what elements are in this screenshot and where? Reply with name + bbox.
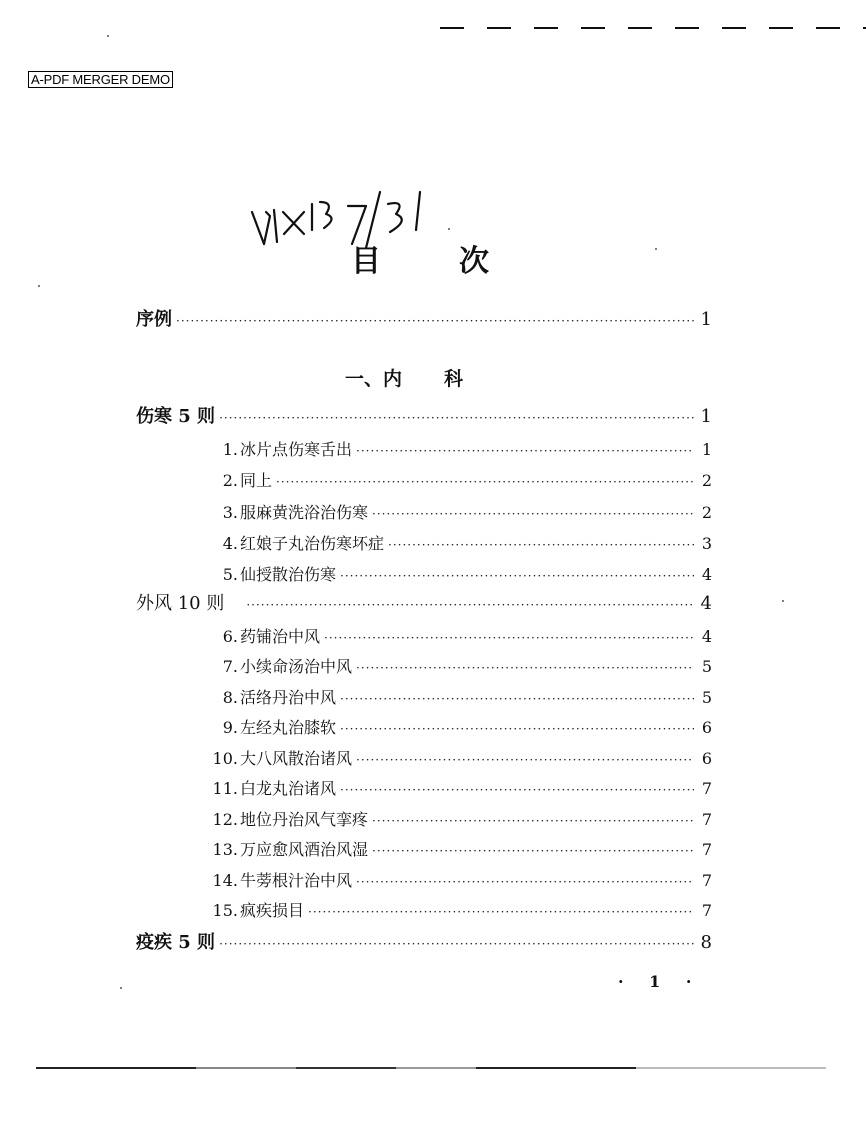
scan-speck — [782, 600, 784, 602]
dot-leader — [356, 872, 694, 892]
toc-item-row[interactable] — [188, 503, 712, 524]
dot-leader — [340, 689, 694, 709]
toc-page-number: 7 — [701, 810, 712, 829]
toc-item-number: 7. — [222, 657, 238, 676]
toc-item-row[interactable] — [188, 565, 712, 586]
toc-item-row[interactable] — [188, 627, 712, 648]
toc-item-row[interactable] — [188, 840, 712, 861]
toc-label: 序例 — [136, 309, 172, 330]
toc-item-row[interactable] — [188, 440, 712, 461]
toc-page-number: 4 — [700, 593, 712, 614]
dot-leader — [340, 566, 694, 586]
toc-item-row[interactable] — [188, 534, 712, 555]
toc-page-number: 8 — [700, 932, 712, 953]
dot-leader — [340, 780, 694, 800]
toc-item-row[interactable] — [188, 749, 712, 770]
toc-section-row[interactable] — [136, 933, 712, 954]
toc-item-row[interactable] — [188, 810, 712, 831]
toc-item-number: 14. — [212, 871, 238, 890]
toc-item-number: 8. — [222, 688, 238, 707]
dot-leader — [356, 441, 694, 461]
toc-item-title: 地位丹治风气挛疼 — [240, 810, 369, 829]
dot-leader — [308, 902, 694, 922]
toc-item-row[interactable] — [188, 871, 712, 892]
part-heading-left: 一、内 — [345, 368, 403, 390]
toc-page-number: 7 — [701, 840, 712, 859]
toc-item-title: 红娘子丸治伤寒坏症 — [240, 534, 385, 553]
title-char-1: 目 — [351, 244, 381, 279]
toc-page-number: 7 — [701, 871, 712, 890]
toc-item-title: 小续命汤治中风 — [240, 657, 353, 676]
toc-page-number: 7 — [701, 901, 712, 920]
toc-item-title: 左经丸治膝软 — [240, 718, 337, 737]
scan-speck — [38, 285, 40, 287]
toc-item-number: 11. — [212, 779, 238, 798]
toc-item-number: 6. — [222, 627, 238, 646]
dot-leader — [219, 408, 694, 428]
scan-speck — [107, 35, 109, 37]
toc-item-number: 12. — [212, 810, 238, 829]
toc-page-number: 4 — [701, 627, 712, 646]
toc-item-row[interactable] — [188, 688, 712, 709]
scan-speck — [655, 248, 657, 250]
toc-item-row[interactable] — [188, 779, 712, 800]
toc-page-number: 7 — [701, 779, 712, 798]
toc-section-label: 疫疾 5 则 — [136, 932, 216, 953]
toc-item-number: 10. — [212, 749, 238, 768]
part-heading — [345, 364, 463, 391]
toc-item-title: 同上 — [240, 471, 273, 490]
toc-item-number: 1. — [222, 440, 238, 459]
dot-leader — [372, 811, 694, 831]
toc-section-row[interactable] — [136, 594, 712, 615]
toc-page-number: 2 — [701, 503, 712, 522]
toc-section-label: 外风 10 则 — [136, 593, 225, 614]
toc-section-row[interactable] — [136, 407, 712, 428]
toc-section-label: 伤寒 5 则 — [136, 406, 216, 427]
toc-item-number: 13. — [212, 840, 238, 859]
dot-leader — [324, 628, 694, 648]
scan-bottom-edge — [36, 1067, 826, 1069]
toc-page-number: 5 — [701, 657, 712, 676]
toc-page-number: 2 — [701, 471, 712, 490]
toc-item-title: 疯疾损目 — [240, 901, 305, 920]
toc-item-title: 大八风散治诸风 — [240, 749, 353, 768]
toc-page-number: 4 — [701, 565, 712, 584]
toc-item-number: 9. — [222, 718, 238, 737]
toc-item-title: 牛蒡根汁治中风 — [240, 871, 353, 890]
toc-page-number: 6 — [701, 718, 712, 737]
scan-speck — [448, 228, 450, 230]
dot-leader — [246, 595, 694, 615]
toc-item-title: 活络丹治中风 — [240, 688, 337, 707]
dot-leader — [356, 750, 694, 770]
toc-page-number: 1 — [700, 406, 712, 427]
dot-leader — [219, 934, 694, 954]
toc-item-number: 2. — [222, 471, 238, 490]
toc-page-number: 6 — [701, 749, 712, 768]
toc-item-row[interactable] — [188, 471, 712, 492]
part-heading-right: 科 — [444, 368, 464, 390]
toc-item-title: 万应愈风酒治风湿 — [240, 840, 369, 859]
toc-item-number: 5. — [222, 565, 238, 584]
toc-item-row[interactable] — [188, 901, 712, 922]
toc-page-number: 5 — [701, 688, 712, 707]
dot-leader — [388, 535, 694, 555]
dot-leader — [372, 841, 694, 861]
dot-leader — [176, 311, 694, 331]
page-title — [351, 236, 489, 280]
toc-entry-preface[interactable] — [136, 310, 712, 331]
scan-speck — [120, 987, 122, 989]
toc-page-number: 3 — [701, 534, 712, 553]
toc-item-row[interactable] — [188, 718, 712, 739]
toc-item-title: 服麻黄洗浴治伤寒 — [240, 503, 369, 522]
toc-item-row[interactable] — [188, 657, 712, 678]
toc-item-number: 4. — [222, 534, 238, 553]
watermark-label: A-PDF MERGER DEMO — [28, 71, 173, 88]
dot-leader — [372, 504, 694, 524]
page-number-footer: · 1 · — [618, 972, 702, 991]
title-char-2: 次 — [459, 244, 489, 279]
toc-item-title: 药铺治中风 — [240, 627, 321, 646]
toc-item-number: 3. — [222, 503, 238, 522]
toc-page-number: 1 — [701, 440, 712, 459]
toc-item-title: 仙授散治伤寒 — [240, 565, 337, 584]
toc-item-number: 15. — [212, 901, 238, 920]
dot-leader — [340, 719, 694, 739]
dot-leader — [276, 472, 694, 492]
dot-leader — [356, 658, 694, 678]
top-dash-border — [440, 27, 866, 29]
toc-item-title: 冰片点伤寒舌出 — [240, 440, 353, 459]
toc-item-title: 白龙丸治诸风 — [240, 779, 337, 798]
toc-page-number: 1 — [700, 309, 712, 330]
